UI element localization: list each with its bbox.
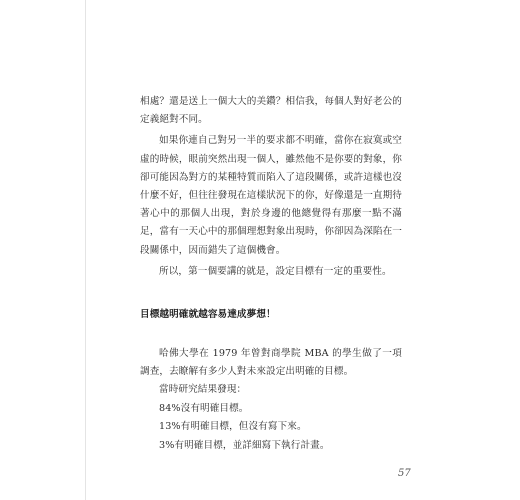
section-heading: 目標越明確就越容易達成夢想！ [140,309,276,321]
paragraph-1: 相處？還是送上一個大大的美鑽？相信我，每個人對好老公的定義絕對不同。 [140,96,402,126]
page-number: 57 [398,468,411,479]
result-item: 84%沒有明確目標。 [159,402,249,414]
paragraph-3: 所以，第一個要講的就是，設定目標有一定的重要性。 [159,265,392,277]
page-gutter-line [85,0,86,500]
paragraph-2: 如果你連自己對另一半的要求都不明確，當你在寂寞或空虛的時候，眼前突然出現一個人，雖然他不是你要的對象，你卻可能因為對方的某種特質而陷入了這段關係，或許這樣也沒什麼不好，但往往發現在這樣狀況下的你，好像還是一直期待著心中的那個人出現，對於身邊的他總覺得有那麼一點不滿足，當有一天心中的那個理想對象出現時，你卻因為深陷在一段關係中，因而錯失了這個機會。 [140,135,402,256]
result-item: 3%有明確目標，並詳細寫下執行計畫。 [159,439,330,451]
result-item: 13%有明確目標，但沒有寫下來。 [159,421,307,433]
body-text [140,93,402,455]
paragraph-5: 當時研究結果發現： [159,384,247,396]
paragraph-4: 哈佛大學在 1979 年曾對商學院 MBA 的學生做了一項調查，去瞭解有多少人對未來設定出明確的目標。 [140,348,402,378]
